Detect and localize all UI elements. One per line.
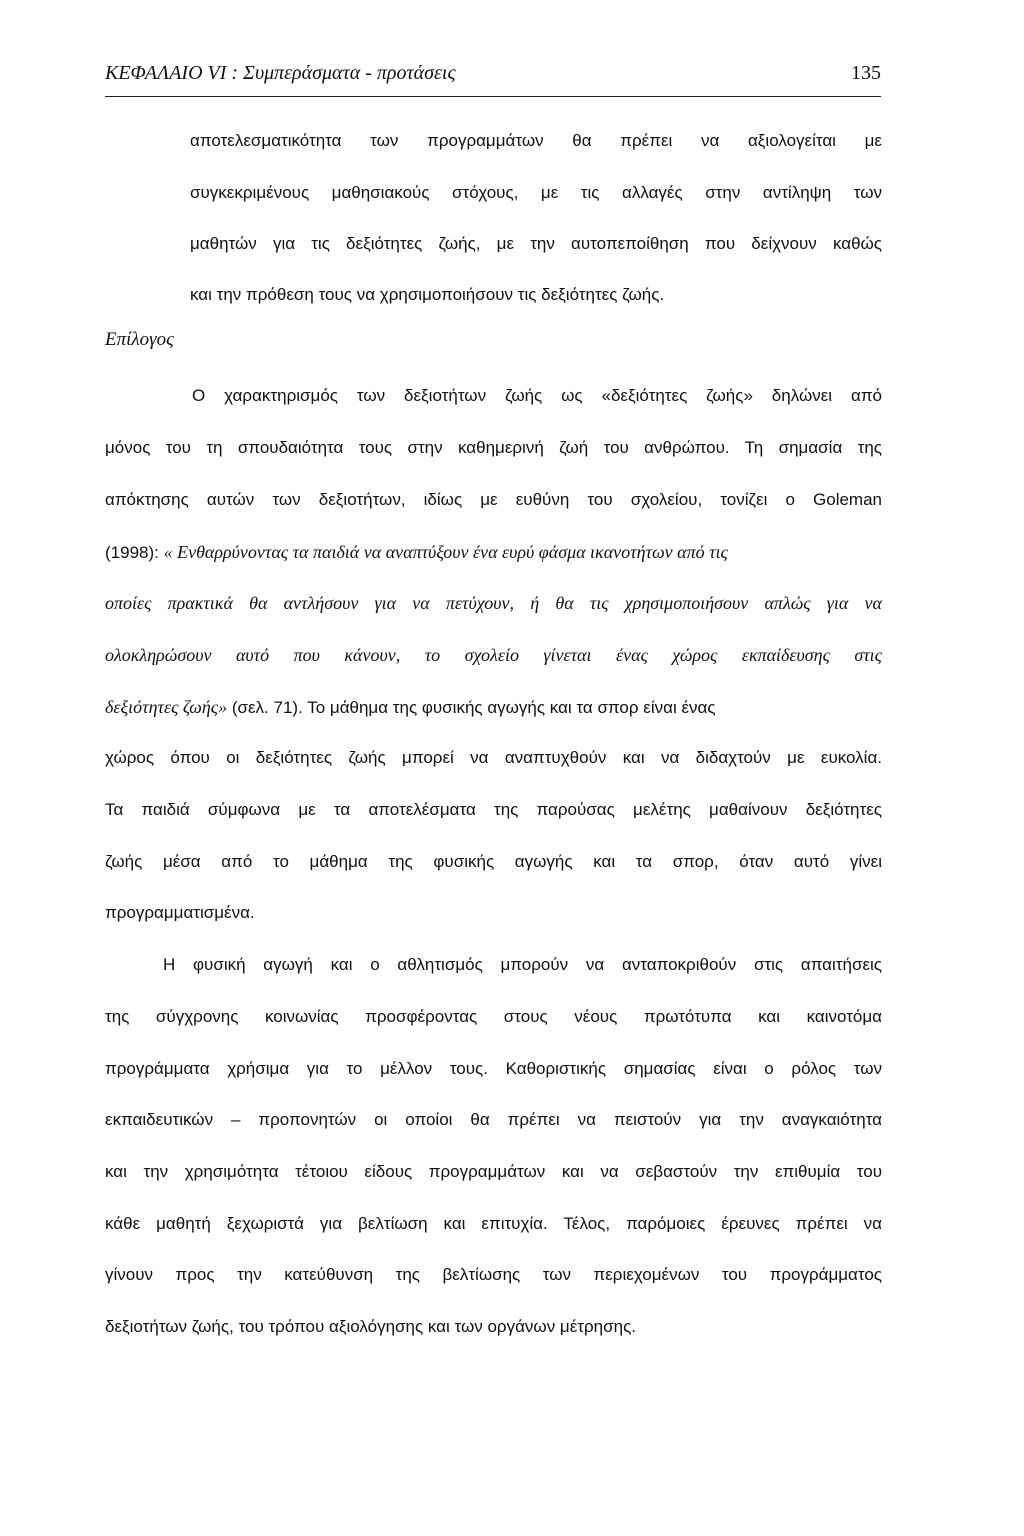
page-header [105, 60, 881, 97]
text-line: ζωής μέσα από το μάθημα της φυσικής αγωγής και τα σπορ, όταν αυτό γίνει [105, 852, 882, 871]
quote-line: οποίες πρακτικά θα αντλήσουν για να πετύχουν, ή θα τις χρησιμοποιήσουν απλώς για να [105, 593, 882, 613]
text-line: και την χρησιμότητα τέτοιου είδους προγραμμάτων και να σεβαστούν την επιθυμία του [105, 1162, 882, 1181]
text-line: Τα παιδιά σύμφωνα με τα αποτελέσματα της παρούσας μελέτης μαθαίνουν δεξιότητες [105, 800, 882, 819]
text-line: Η φυσική αγωγή και ο αθλητισμός μπορούν να ανταποκριθούν στις απαιτήσεις [163, 955, 882, 974]
text-line [105, 542, 728, 563]
text-line: προγράμματα χρήσιμα για το μέλλον τους. Καθοριστικής σημασίας είναι ο ρόλος των [105, 1059, 882, 1078]
text-line: προγραμματισμένα. [105, 903, 255, 922]
text-line: δεξιοτήτων ζωής, του τρόπου αξιολόγησης και των οργάνων μέτρησης. [105, 1317, 637, 1336]
text-line: μόνος του τη σπουδαιότητα τους στην καθημερινή ζωή του ανθρώπου. Τη σημασία της [105, 438, 882, 457]
text-line: μαθητών για τις δεξιότητες ζωής, με την αυτοπεποίθηση που δείχνουν καθώς [190, 234, 882, 253]
text-line: εκπαιδευτικών – προπονητών οι οποίοι θα πρέπει να πειστούν για την αναγκαιότητα [105, 1110, 882, 1129]
text-segment: (σελ. 71). Το μάθημα της φυσικής αγωγής και τα σπορ είναι ένας [227, 698, 716, 717]
text-line: της σύγχρονης κοινωνίας προσφέροντας στους νέους πρωτότυπα και καινοτόμα [105, 1007, 882, 1026]
text-line [105, 697, 716, 718]
text-line: συγκεκριμένους μαθησιακούς στόχους, με τις αλλαγές στην αντίληψη των [190, 183, 882, 202]
text-line: Ο χαρακτηρισμός των δεξιοτήτων ζωής ως «δεξιότητες ζωής» δηλώνει από [192, 386, 882, 405]
citation-year: (1998): [105, 543, 164, 562]
chapter-title: ΚΕΦΑΛΑΙΟ VI : Συμπεράσματα - προτάσεις [105, 62, 456, 84]
text-line: και την πρόθεση τους να χρησιμοποιήσουν τις δεξιότητες ζωής. [190, 285, 665, 304]
quote-text: δεξιότητες ζωής» [105, 697, 228, 717]
text-line: γίνουν προς την κατεύθυνση της βελτίωσης των περιεχομένων του προγράμματος [105, 1265, 882, 1284]
text-line: κάθε μαθητή ξεχωριστά για βελτίωση και επιτυχία. Τέλος, παρόμοιες έρευνες πρέπει να [105, 1214, 882, 1233]
quote-text: « Ενθαρρύνοντας τα παιδιά να αναπτύξουν ένα ευρύ φάσμα ικανοτήτων από τις [163, 542, 728, 562]
quote-line: ολοκληρώσουν αυτό που κάνουν, το σχολείο γίνεται ένας χώρος εκπαίδευσης στις [105, 645, 882, 665]
text-line: απόκτησης αυτών των δεξιοτήτων, ιδίως με ευθύνη του σχολείου, τονίζει ο Goleman [105, 490, 882, 509]
section-heading: Επίλογος [105, 329, 174, 350]
page-number: 135 [851, 62, 881, 84]
text-line: αποτελεσματικότητα των προγραμμάτων θα πρέπει να αξιολογείται με [190, 131, 882, 150]
text-line: χώρος όπου οι δεξιότητες ζωής μπορεί να αναπτυχθούν και να διδαχτούν με ευκολία. [105, 748, 882, 767]
